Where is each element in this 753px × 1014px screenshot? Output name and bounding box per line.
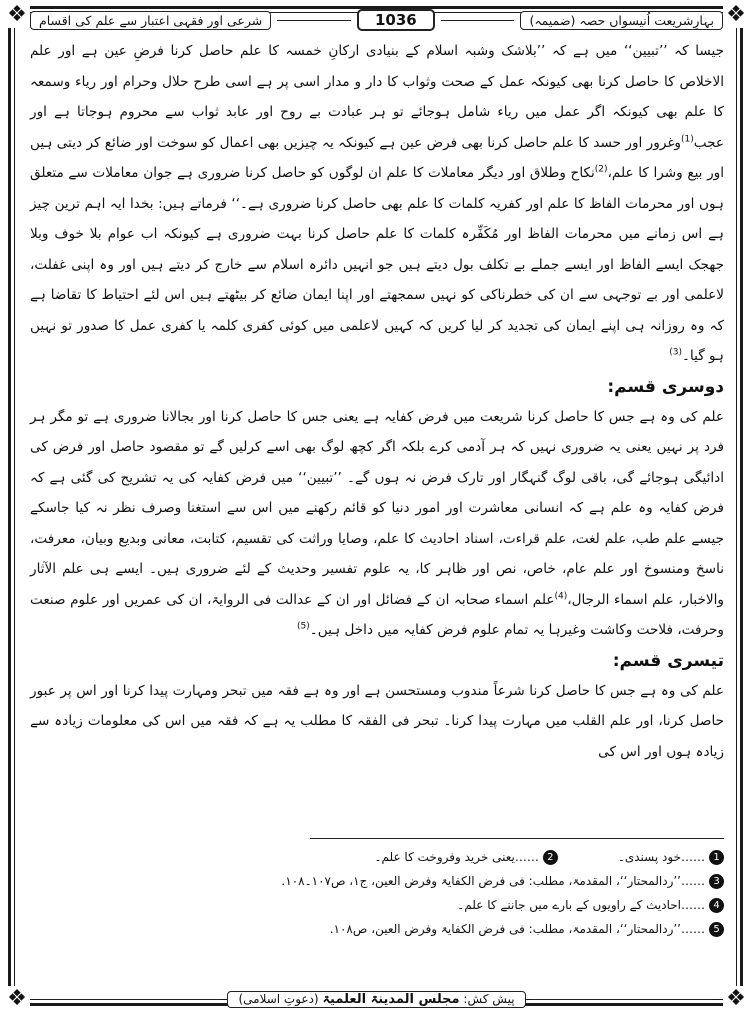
footnote-text: ……’’ردالمحتار‘‘، المقدمۃ، مطلب: فی فرض الکفایۃ وفرض العین، ص۱۰۸. [329, 922, 705, 936]
footnote-row [30, 845, 724, 869]
corner-ornament-icon: ❖ [4, 2, 30, 28]
footnote-ref[interactable]: (3) [669, 347, 682, 358]
page-body [30, 36, 724, 767]
page-number: 1036 [357, 9, 435, 31]
header-divider [441, 20, 515, 21]
footnote-number-icon: 4 [709, 898, 724, 913]
footnote-item [281, 874, 724, 889]
footnote-text: ……احادیث کے راویوں کے بارے میں جاننے کا علم۔ [457, 898, 705, 912]
footnote-number-icon: 2 [543, 850, 558, 865]
corner-ornament-icon: ❖ [4, 986, 30, 1012]
footnote-ref[interactable]: (2) [594, 164, 608, 175]
header-divider [277, 20, 351, 21]
footnote-number-icon: 5 [709, 922, 724, 937]
section-heading-third-type: تیسری قسم: [612, 650, 724, 671]
paragraph-third-type: علم کی وہ ہے جس کا حاصل کرنا شرعاً مندوب ومستحسن ہے اور وہ ہے فقہ میں تبحر ومہارت پیدا کرنا اور اس پر عبور حاصل کرنا، اور علم القلب میں مہارت پیدا کرنا۔ تبحر فی الفقہ کا مطلب یہ ہے کہ فقہ میں اس کی معلومات زیادہ سے زیادہ ہوں اور اس کی [30, 682, 724, 760]
footnote-separator [310, 838, 724, 839]
paragraph-text: علم اسماء صحابہ ان کے فضائل اور ان کے عدالت فی الروایۃ، ان کی عمریں اور علوم صنعت وحرفت، فلاحت وکاشت وغیرہا یہ تمام علوم فرض کفایہ میں داخل ہیں۔ [30, 591, 724, 638]
footnote-number-icon: 1 [709, 850, 724, 865]
corner-ornament-icon: ❖ [723, 986, 749, 1012]
publisher-suffix: (دعوتِ اسلامی) [238, 991, 319, 1006]
footnote-text: ……’’ردالمحتار‘‘، المقدمۃ، مطلب: فی فرض الکفایۃ وفرض العین، ج۱، ص۱۰۷۔۱۰۸. [281, 874, 705, 888]
publisher-name: مجلس المدینۃ العلمیۃ [322, 991, 460, 1007]
footnotes [30, 845, 724, 941]
paragraph-text: علم کی وہ ہے جس کا حاصل کرنا شریعت میں فرض کفایہ ہے یعنی جس کا حاصل کرنا اور بجالانا ضروری ہے تو مگر ہر فرد پر نہیں یعنی یہ ضروری نہیں کہ ہر آدمی کرے بلکہ اگر کچھ لوگ بھی اسے کرلیں گے تو مقصود حاصل اور فرض کی ادائیگی ہوجائے گی، باقی لوگ گنہگار اور تارک فرض نہ ہوں گے۔ ’’تبیین‘‘ میں فرض کفایہ کی یہ تشریح کی گئی ہے کہ فرض کفایہ وہ علم ہے کہ انسانی معاشرت اور امور دنیا کو قائم رکھنے میں اس سے استغنا وصرف نظر نہ کیا جاسکے جیسے علم طب، علم لغت، علم قراءت، اسناد احادیث کا علم، وصایا وراثت کی تقسیم، کتابت، معانی وبدیع وبیان، معرفت، ناسخ ومنسوخ اور علم عام، خاص، نص اور ظاہر کا، یہ علوم تفسیر وحدیث کے لئے ضروری ہیں۔ ایسے ہی علم الآثار والاخبار، علم اسماء الرجال، [30, 408, 724, 608]
paragraph-first-type [30, 36, 724, 372]
footnote-ref[interactable]: (4) [554, 590, 568, 601]
footnote-ref[interactable]: (1) [681, 133, 694, 144]
chapter-title: شرعی اور فقہی اعتبار سے علم کی اقسام [30, 11, 271, 30]
footnote-row [30, 869, 724, 893]
paragraph-text: وغرور اور حسد کا علم حاصل کرنا بھی فرض عین ہے کیونکہ یہ چیزیں بھی اعمال کو سوخت اور ضائع کر دیتی ہیں اور بیع وشرا کا علم، [30, 134, 724, 181]
section-heading-second-type: دوسری قسم: [607, 376, 724, 397]
paragraph-second-type [30, 402, 724, 646]
paragraph-text: نکاح وطلاق اور دیگر معاملات کا علم ان لوگوں کو حاصل کرنا ضروری ہے جوان معاملات سے متعلق ہوں اور محرمات الفاظ کا علم اور کفریہ کلمات کا علم بھی حاصل کرنا ضروری ہے۔‘‘ فرماتے ہیں: بخدا ایہ اہم ترین چیز ہے اس زمانے میں محرمات الفاظ اور مُکَفِّرہ کلمات کا علم حاصل کرنا بہت ضروری ہے کیونکہ اب عوام بلا خوف وبلا جھجک ایسے الفاظ اور ایسے جملے بے تکلف بول دیتے ہیں جو انہیں دائرہ اسلام سے خارج کر دیتے ہیں اور وہ اپنی غفلت، لاعلمی اور بے توجہی سے ان کی خطرناکی کو نہیں سمجھتے اور اپنا ایمان ضائع کر بیٹھتے ہیں اس لئے احتیاط کا تقاضا ہے کہ وہ روزانہ ہی اپنے ایمان کی تجدید کر لیا کریں کہ کہیں لاعلمی میں کوئی کفری کلمہ یا کفری عمل کا صدور تو نہیں ہو گیا۔ [30, 165, 724, 364]
footer-divider [532, 999, 713, 1000]
page-header [30, 8, 723, 32]
publisher-prefix: پیش کش: [463, 991, 515, 1006]
footnote-item [618, 850, 724, 865]
footnote-item [374, 850, 557, 865]
footnote-row [30, 893, 724, 917]
footnote-number-icon: 3 [709, 874, 724, 889]
book-title: بہارِشریعت اُنیسواں حصہ (ضمیمہ) [520, 11, 723, 30]
footnote-text: ……یعنی خرید وفروخت کا علم۔ [374, 850, 539, 864]
footnote-item [457, 898, 724, 913]
footnote-ref[interactable]: (5) [297, 621, 310, 632]
footnote-row [30, 917, 724, 941]
publisher-credit [227, 991, 525, 1008]
footnote-text: ……خود پسندی۔ [617, 850, 705, 864]
corner-ornament-icon: ❖ [723, 2, 749, 28]
footnote-item [330, 922, 724, 937]
footer-divider [40, 999, 221, 1000]
paragraph-text: جیسا کہ ’’تبیین‘‘ میں ہے کہ ’’بلاشک وشبہ اسلام کے بنیادی ارکانِ خمسہ کا علم حاصل کرنا فرضِ عین ہے اور علم الاخلاص کا حاصل کرنا بھی کیونکہ عمل کے صحت وثواب کا دار و مدار اسی پر ہے اسی طرح حلال وحرام اور ریاء وسمعہ کا علم بھی کیونکہ اگر عمل میں ریاء شامل ہوجائے تو ہر عبادت بے روح اور عابد ثواب سے محروم ہوجاتا ہے اور عجب [30, 43, 724, 151]
page-footer [40, 990, 713, 1008]
